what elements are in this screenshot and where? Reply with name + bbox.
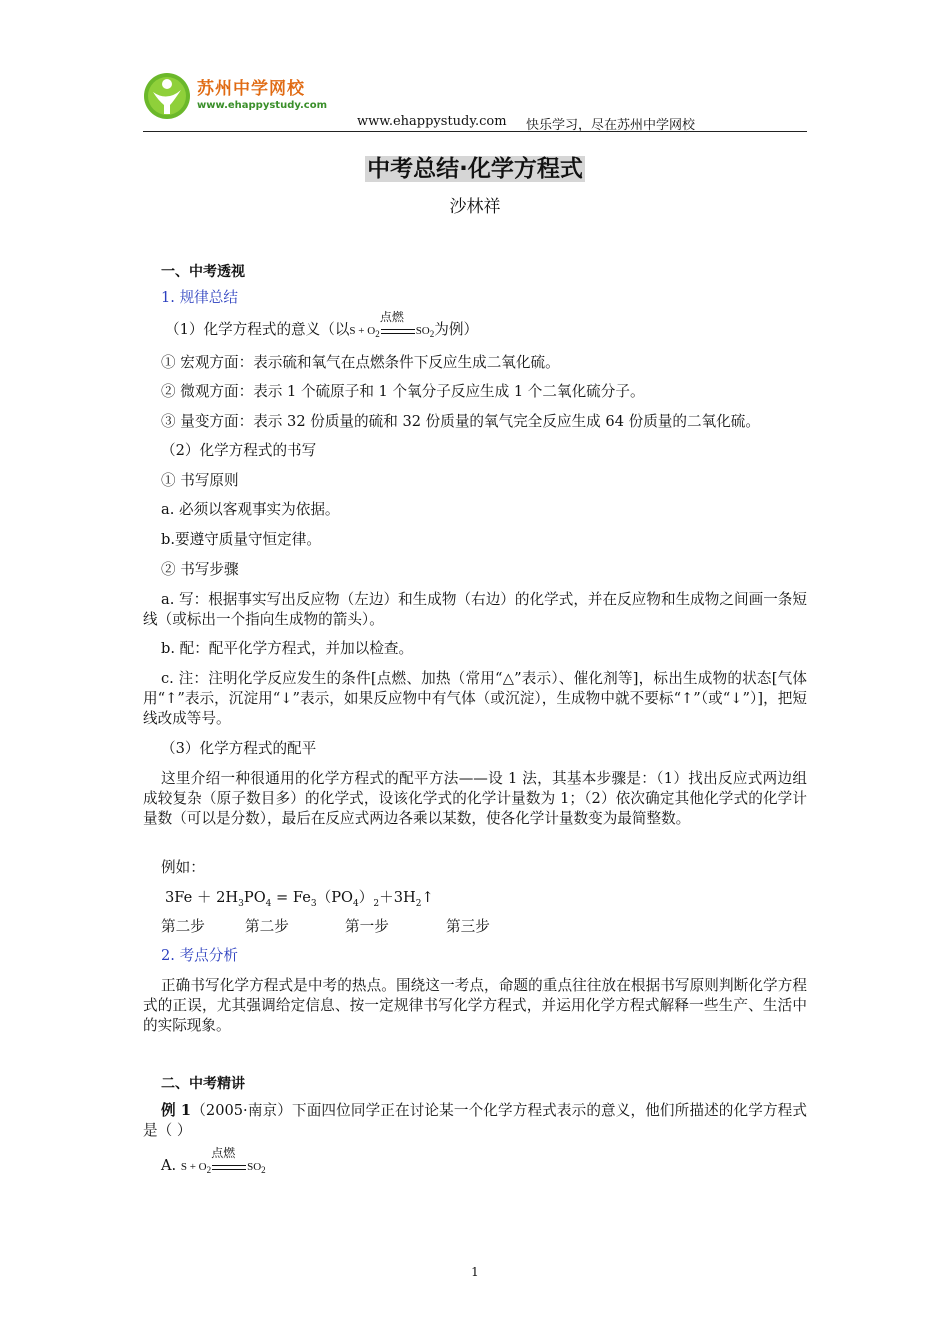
logo-name: 苏州中学网校 [197,79,305,99]
principles-heading: ① 书写原则 [161,472,239,489]
option-a: A. 点燃 $S + O_2$ $SO_2$ [161,1156,266,1180]
meaning-quantity: ③ 量变方面：表示 32 份质量的硫和 32 份质量的氧气完全反应生成 64 份质量的二氧化硫。 [161,413,760,430]
option-a-equation: 点燃 $S + O_2$ $SO_2$ [180,1146,266,1176]
step-label-2: 第二步 [245,918,289,935]
logo-url: www.ehappystudy.com [197,100,327,111]
steps-heading: ② 书写步骤 [161,561,239,578]
step-b: b. 配：配平化学方程式，并加以检查。 [161,640,414,657]
section-heading-2: 二、中考精讲 [161,1076,245,1092]
principle-b: b.要遵守质量守恒定律。 [161,531,321,548]
step-label-1: 第二步 [161,918,205,935]
subheading-analysis: 2. 考点分析 [161,947,238,964]
logo-figure-icon [143,72,191,120]
example-equation: $3Fe + 2H_3PO_4$ = $Fe_3(PO_4)_2+3H_2↑$ [165,889,434,909]
author: 沙林祥 [449,197,501,217]
step-a: a. 写：根据事实写出反应物（左边）和生成物（右边）的化学式，并在反应物和生成物之间画一条短线（或标出一个指向生成物的箭头）。 [143,591,807,628]
header-slogan: 快乐学习，尽在苏州中学网校 [526,118,696,133]
step-c: c. 注：注明化学反应发生的条件[点燃、加热（常用“△”表示）、催化剂等]，标出生成物的状态[气体用“↑”表示，沉淀用“↓”表示，如果反应物中有气体（或沉淀），生成物中就不要标“↑”（或“↓”）]，把短线改成等号。 [143,670,807,727]
step-label-4: 第三步 [446,918,490,935]
balancing-heading: （3）化学方程式的配平 [161,740,317,757]
balancing-text: 这里介绍一种很通用的化学方程式的配平方法——设 1 法，其基本步骤是：（1）找出反应式两边组成较复杂（原子数目多）的化学式，设该化学式的化学计量数为 1；（2）依次确定其他化学式的化学计量数（可以是分数），最后在反应式两边各乘以某数，使各化学计量数变为最简整数。 [143,770,807,827]
step-label-3: 第一步 [345,918,389,935]
principle-a: a. 必须以客观事实为依据。 [161,501,340,518]
page-number: 1 [471,1265,479,1279]
equation-s-o2: 点燃 $S + O_2$ $SO_2$ [349,310,435,340]
page-title: 中考总结·化学方程式 [367,156,583,182]
header-rule [143,131,807,132]
meaning-intro: （1）化学方程式的意义（以 点燃 $S + O_2$ $SO_2$为例） [165,320,478,344]
subheading-rules: 1. 规律总结 [161,289,238,306]
meaning-micro: ② 微观方面：表示 1 个硫原子和 1 个氧分子反应生成 1 个二氧化硫分子。 [161,383,645,400]
example-1: 例 1（2005·南京）下面四位同学正在讨论某一个化学方程式表示的意义，他们所描述的化学方程式是（ ） [143,1102,807,1139]
header-site-url[interactable]: www.ehappystudy.com [357,114,507,129]
writing-heading: （2）化学方程式的书写 [161,442,317,459]
analysis-text: 正确书写化学方程式是中考的热点。围绕这一考点，命题的重点往往放在根据书写原则判断化学方程式的正误，尤其强调给定信息、按一定规律书写化学方程式，并运用化学方程式解释一些生产、生活中的实际现象。 [143,977,807,1034]
example-label: 例如： [161,859,205,876]
site-logo[interactable] [143,70,327,128]
meaning-macro: ① 宏观方面：表示硫和氧气在点燃条件下反应生成二氧化硫。 [161,354,560,371]
section-heading-1: 一、中考透视 [161,264,245,280]
